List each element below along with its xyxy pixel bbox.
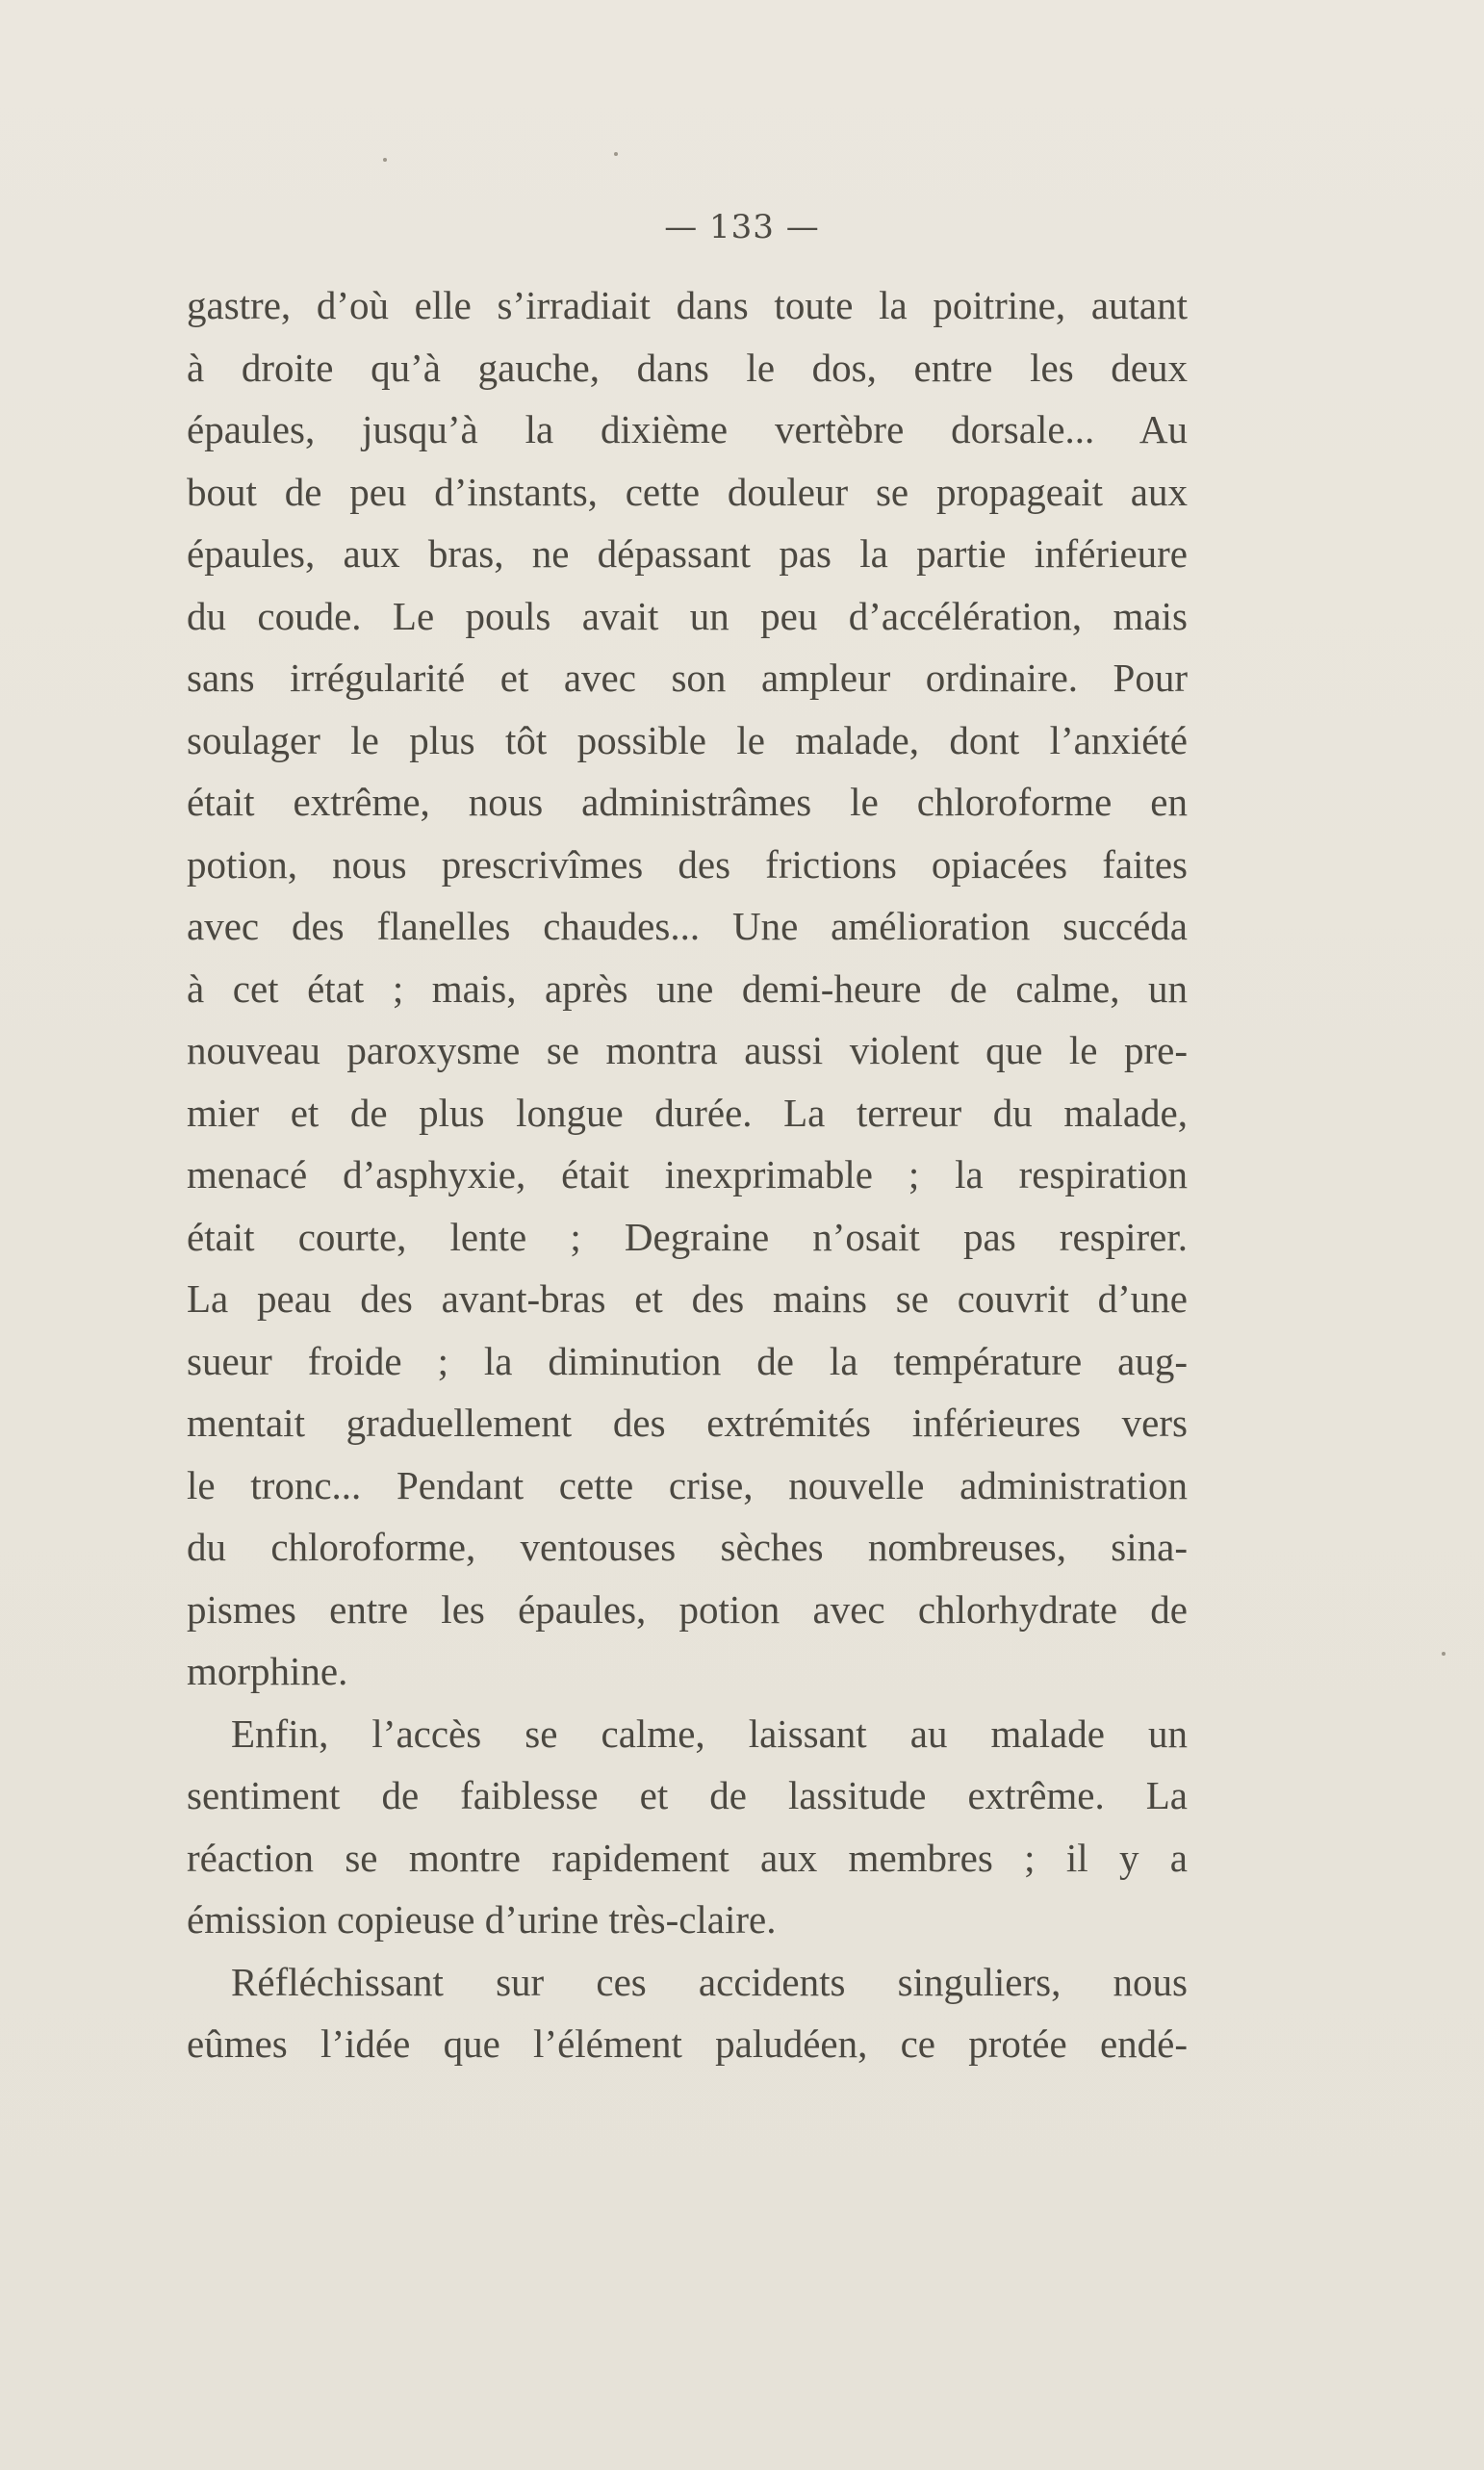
text-line: avec des flanelles chaudes... Une amélioration succéda xyxy=(187,904,1188,948)
text-line: bout de peu d’instants, cette douleur se propageait aux xyxy=(187,469,1188,514)
text-line: La peau des avant-bras et des mains se couvrit d’une xyxy=(187,1276,1188,1321)
text-line: sueur froide ; la diminution de la température aug- xyxy=(187,1338,1188,1383)
text-line: sans irrégularité et avec son ampleur ordinaire. Pour xyxy=(187,656,1188,700)
text-line: épaules, jusqu’à la dixième vertèbre dorsale... Au xyxy=(187,407,1188,451)
text-line: émission copieuse d’urine très-claire. xyxy=(187,1897,777,1942)
text-line: le tronc... Pendant cette crise, nouvelle administration xyxy=(187,1462,1188,1507)
body-text xyxy=(187,274,1188,2075)
page-number: — 133 — xyxy=(664,208,820,246)
text-line: nouveau paroxysme se montra aussi violent que le pre- xyxy=(187,1028,1188,1072)
text-line: à cet état ; mais, après une demi-heure de calme, un xyxy=(187,965,1188,1011)
paper-speck xyxy=(1442,1652,1446,1656)
text-line: Réfléchissant sur ces accidents singuliers, nous xyxy=(231,1959,1188,2004)
paper-speck xyxy=(383,158,387,162)
text-line: potion, nous prescrivîmes des frictions opiacées faites xyxy=(187,841,1188,887)
text-line: à droite qu’à gauche, dans le dos, entre les deux xyxy=(187,345,1188,390)
text-line: réaction se montre rapidement aux membres ; il y a xyxy=(187,1835,1188,1880)
text-line: du chloroforme, ventouses sèches nombreuses, sina- xyxy=(187,1525,1188,1569)
text-line: épaules, aux bras, ne dépassant pas la partie inférieure xyxy=(187,531,1188,576)
paper-speck xyxy=(614,152,618,156)
text-line: soulager le plus tôt possible le malade, dont l’anxiété xyxy=(187,717,1188,762)
text-line: pismes entre les épaules, potion avec chlorhydrate de xyxy=(187,1586,1188,1632)
text-line: était courte, lente ; Degraine n’osait pas respirer. xyxy=(187,1214,1188,1259)
text-line: mentait graduellement des extrémités inférieures vers xyxy=(187,1401,1188,1445)
text-line: menacé d’asphyxie, était inexprimable ; la respiration xyxy=(187,1152,1188,1196)
text-line: du coude. Le pouls avait un peu d’accélération, mais xyxy=(187,593,1188,638)
text-line: était extrême, nous administrâmes le chloroforme en xyxy=(187,780,1188,824)
text-line: morphine. xyxy=(187,1649,348,1693)
text-line: gastre, d’où elle s’irradiait dans toute la poitrine, autant xyxy=(187,283,1188,327)
text-line: Enfin, l’accès se calme, laissant au malade un xyxy=(231,1711,1188,1756)
text-line: mier et de plus longue durée. La terreur du malade, xyxy=(187,1090,1188,1135)
text-line: eûmes l’idée que l’élément paludéen, ce protée endé- xyxy=(187,2021,1188,2066)
text-line: sentiment de faiblesse et de lassitude extrême. La xyxy=(187,1773,1188,1817)
